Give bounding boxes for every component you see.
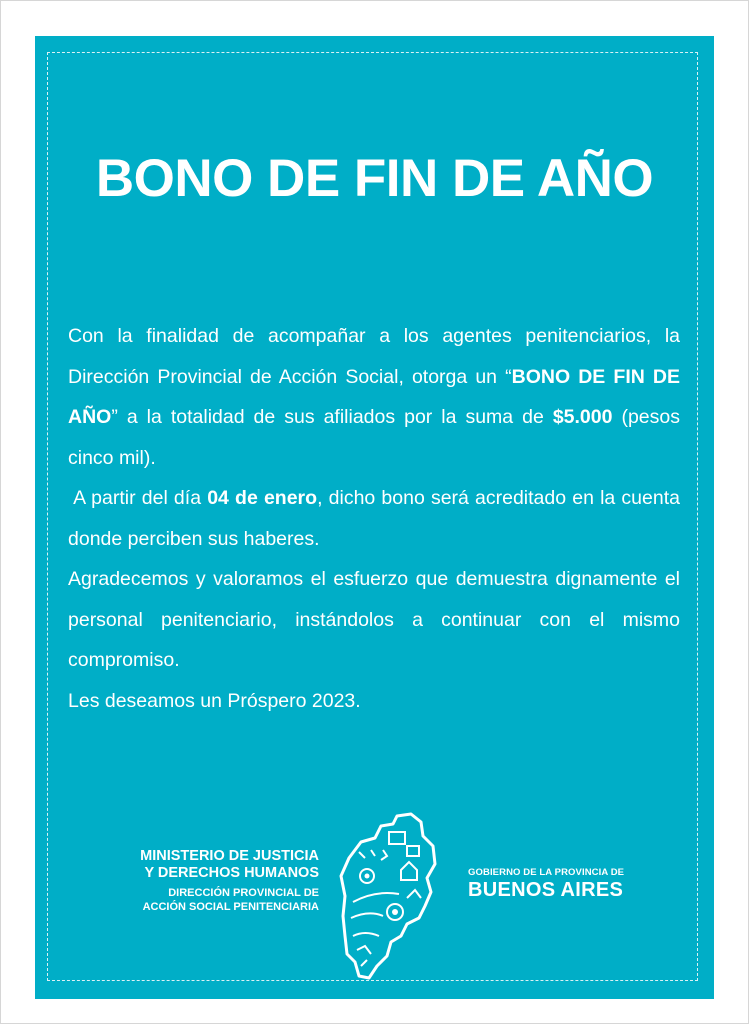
flyer-panel	[35, 36, 714, 999]
direction-line-1: DIRECCIÓN PROVINCIAL DE	[168, 887, 319, 899]
ministry-logo	[123, 848, 319, 914]
gov-line: GOBIERNO DE LA PROVINCIA DE	[468, 867, 625, 878]
announcement-body	[68, 316, 680, 721]
bonus-amount: $5.000	[552, 406, 613, 428]
buenos-aires-logo	[468, 867, 624, 902]
bonus-name: BONO DE FIN DE AÑO	[68, 365, 680, 428]
text-segment: ” a la totalidad de sus afiliados por la suma de	[111, 406, 553, 428]
ministry-line-1: MINISTERIO DE JUSTICIA	[140, 848, 319, 864]
credit-date: 04 de enero	[207, 487, 318, 509]
province-name: BUENOS AIRES	[468, 879, 624, 901]
text-segment: Con la finalidad de acompañar a los agentes penitenciarios, la Dirección Provincial de Acción Social, otorga un “	[68, 325, 680, 388]
text-segment: , dicho bono será acreditado en la cuenta donde perciben sus haberes.	[68, 487, 680, 550]
ministry-line-2: Y DERECHOS HUMANOS	[144, 865, 319, 881]
province-map-icon	[335, 806, 447, 986]
flyer-title: BONO DE FIN DE AÑO	[95, 149, 654, 208]
text-segment: A partir del día	[68, 487, 208, 509]
paragraph-thanks: Agradecemos y valoramos el esfuerzo que demuestra dignamente el personal penitenciario, instándolos a continuar con el mismo compromiso.	[68, 568, 680, 671]
direction-line-2: ACCIÓN SOCIAL PENITENCIARIA	[142, 901, 319, 913]
paragraph-date	[68, 478, 680, 559]
paragraph-bonus	[68, 316, 680, 478]
paragraph-wishes: Les deseamos un Próspero 2023.	[68, 689, 361, 712]
text-segment: (pesos cinco mil).	[68, 406, 680, 469]
